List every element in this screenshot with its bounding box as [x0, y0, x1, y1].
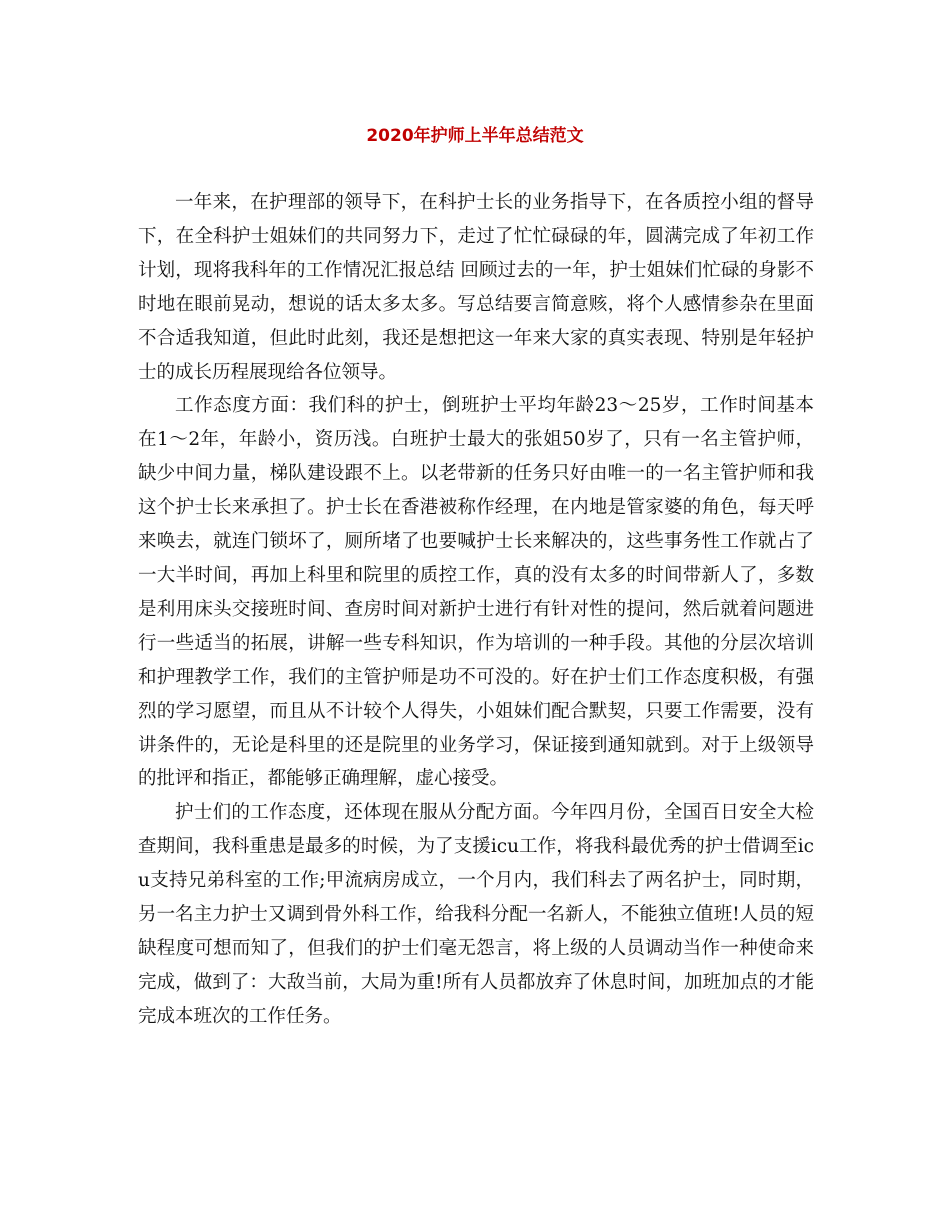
- paragraph-work-attitude: 工作态度方面：我们科的护士，倒班护士平均年龄23～25岁，工作时间基本在1～2年，年龄小，资历浅。白班护士最大的张姐50岁了，只有一名主管护师，缺少中间力量，梯队建设跟不上。以老带新的任务只好由唯一的一名主管护师和我这个护士长来承担了。护士长在香港被称作经理，在内地是管家婆的角色，每天呼来唤去，就连门锁坏了，厕所堵了也要喊护士长来解决的，这些事务性工作就占了一大半时间，再加上科里和院里的质控工作，真的没有太多的时间带新人了，多数是利用床头交接班时间、查房时间对新护士进行有针对性的提问，然后就着问题进行一些适当的拓展，讲解一些专科知识，作为培训的一种手段。其他的分层次培训和护理教学工作，我们的主管护师是功不可没的。好在护士们工作态度积极，有强烈的学习愿望，而且从不计较个人得失，小姐妹们配合默契，只要工作需要，没有讲条件的，无论是科里的还是院里的业务学习，保证接到通知就到。对于上级领导的批评和指正，都能够正确理解，虚心接受。: [138, 395, 814, 790]
- paragraph-obey-assignment: 护士们的工作态度，还体现在服从分配方面。今年四月份，全国百日安全大检查期间，我科重患是最多的时候，为了支援icu工作，将我科最优秀的护士借调至icu支持兄弟科室的工作;甲流病房成立，一个月内，我们科去了两名护士，同时期，另一名主力护士又调到骨外科工作，给我科分配一名新人，不能独立值班!人员的短缺程度可想而知了，但我们的护士们毫无怨言，将上级的人员调动当作一种使命来完成，做到了：大敌当前，大局为重!所有人员都放弃了休息时间，加班加点的才能完成本班次的工作任务。: [138, 802, 814, 1027]
- paragraph-intro: 一年来，在护理部的领导下，在科护士长的业务指导下，在各质控小组的督导下，在全科护士姐妹们的共同努力下，走过了忙忙碌碌的年，圆满完成了年初工作计划，现将我科年的工作情况汇报总结 回顾过去的一年，护士姐妹们忙碌的身影不时地在眼前晃动，想说的话太多太多。写总结要言简意赅，将个人感情参杂在里面不合适我知道，但此时此刻，我还是想把这一年来大家的真实表现、特别是年轻护士的成长历程展现给各位领导。: [138, 192, 814, 383]
- document-title: 2020年护师上半年总结范文: [366, 126, 584, 146]
- document-body: [138, 186, 814, 1034]
